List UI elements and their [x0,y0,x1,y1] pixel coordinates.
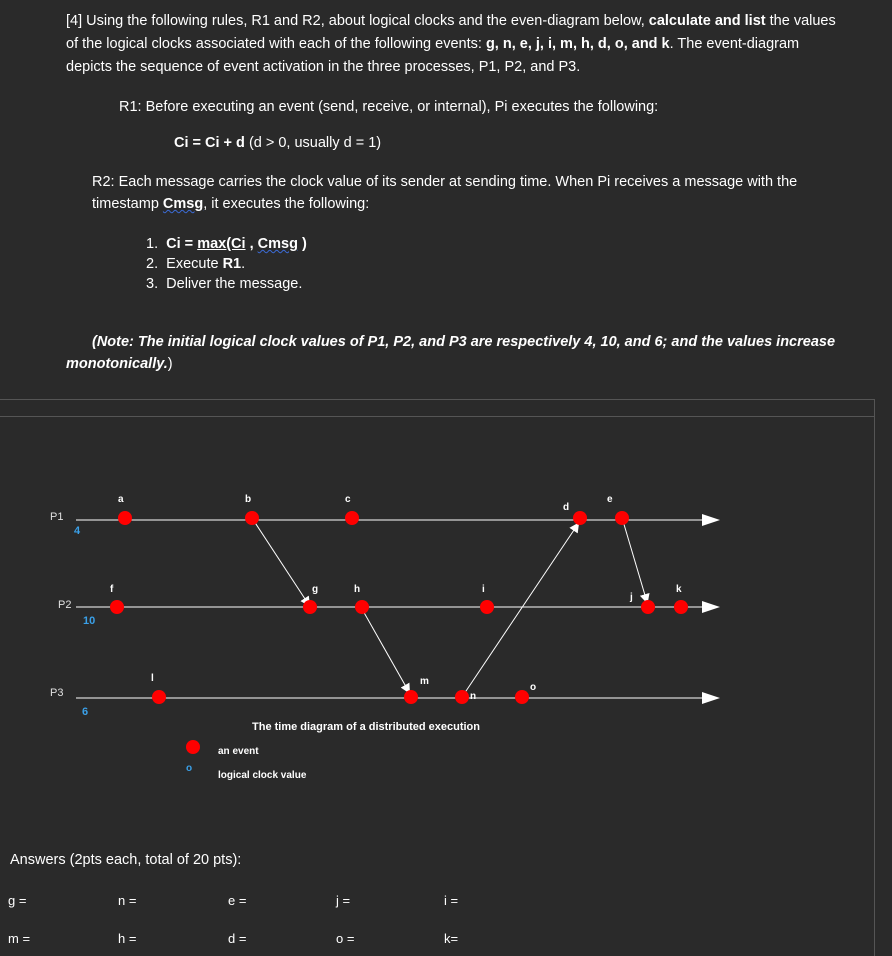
label-i: i [482,584,485,595]
rule-r2-line-1: R2: Each message carries the clock value of its sender at sending time. When Pi receives a message with the [92,174,798,190]
r2-step-2: 2. Execute R1. [146,256,246,272]
p2-label: P2 [58,599,72,611]
answer-k[interactable]: k= [444,931,459,946]
event-o [515,690,529,704]
question-line-2: of the logical clocks associated with each of the following events: g, n, e, j, i, m, h, d, o, and k. The event-diagram [66,36,800,52]
p1-label: P1 [50,511,64,523]
p3-label: P3 [50,687,64,699]
label-l: l [151,673,154,684]
legend-clock-symbol: o [186,763,193,774]
event-a [118,511,132,525]
answer-m[interactable]: m = [8,931,31,946]
label-m: m [420,676,429,687]
event-n [455,690,469,704]
event-m [404,690,418,704]
p1-initial-clock: 4 [74,525,81,537]
event-d [573,511,587,525]
answer-e[interactable]: e = [228,893,247,908]
diagram-caption: The time diagram of a distributed execution [252,721,480,733]
answer-i[interactable]: i = [444,893,459,908]
note-line-2: monotonically.) [66,356,173,372]
label-h: h [354,584,361,595]
label-a: a [118,494,124,505]
label-o: o [530,682,537,693]
rule-r2-line-2: timestamp Cmsg, it executes the following: [92,196,370,212]
event-c [345,511,359,525]
event-f [110,600,124,614]
answer-n[interactable]: n = [118,893,137,908]
answer-o[interactable]: o = [336,931,355,946]
answer-j[interactable]: j = [336,893,351,908]
question-line-3: depicts the sequence of event activation in the three processes, P1, P2, and P3. [66,59,581,75]
label-f: f [110,584,114,595]
event-h [355,600,369,614]
event-g [303,600,317,614]
message-n-to-d [462,524,578,697]
message-e-to-j [623,521,647,602]
event-e [615,511,629,525]
legend-event-label: an event [218,746,259,757]
legend-clock-label: logical clock value [218,770,307,781]
answer-g[interactable]: g = [8,893,27,908]
note-line-1: (Note: The initial logical clock values of P1, P2, and P3 are respectively 4, 10, and 6; and the values increase [92,334,836,350]
label-e: e [607,494,613,505]
label-c: c [345,494,351,505]
r2-step-3: 3. Deliver the message. [146,276,303,292]
label-g: g [312,584,319,595]
event-l [152,690,166,704]
question-line-1: [4] Using the following rules, R1 and R2, about logical clocks and the even-diagram below, calculate and list the values [66,13,836,29]
event-i [480,600,494,614]
rule-r1: R1: Before executing an event (send, receive, or internal), Pi executes the following: [119,99,659,115]
r2-step-1: 1. Ci = max(Ci , Cmsg ) [146,236,307,252]
p3-initial-clock: 6 [82,706,89,718]
event-k [674,600,688,614]
answer-h[interactable]: h = [118,931,137,946]
p2-initial-clock: 10 [83,615,96,627]
label-d: d [563,502,570,513]
rule-r1-formula: Ci = Ci + d (d > 0, usually d = 1) [174,135,382,151]
answer-d[interactable]: d = [228,931,247,946]
label-k: k [676,584,682,595]
message-h-to-m [362,609,409,692]
label-b: b [245,494,252,505]
message-b-to-g [252,518,309,605]
event-j [641,600,655,614]
event-b [245,511,259,525]
legend-event-marker [186,740,200,754]
label-n: n [470,691,477,702]
answers-title: Answers (2pts each, total of 20 pts): [10,852,242,868]
label-j: j [630,592,633,603]
